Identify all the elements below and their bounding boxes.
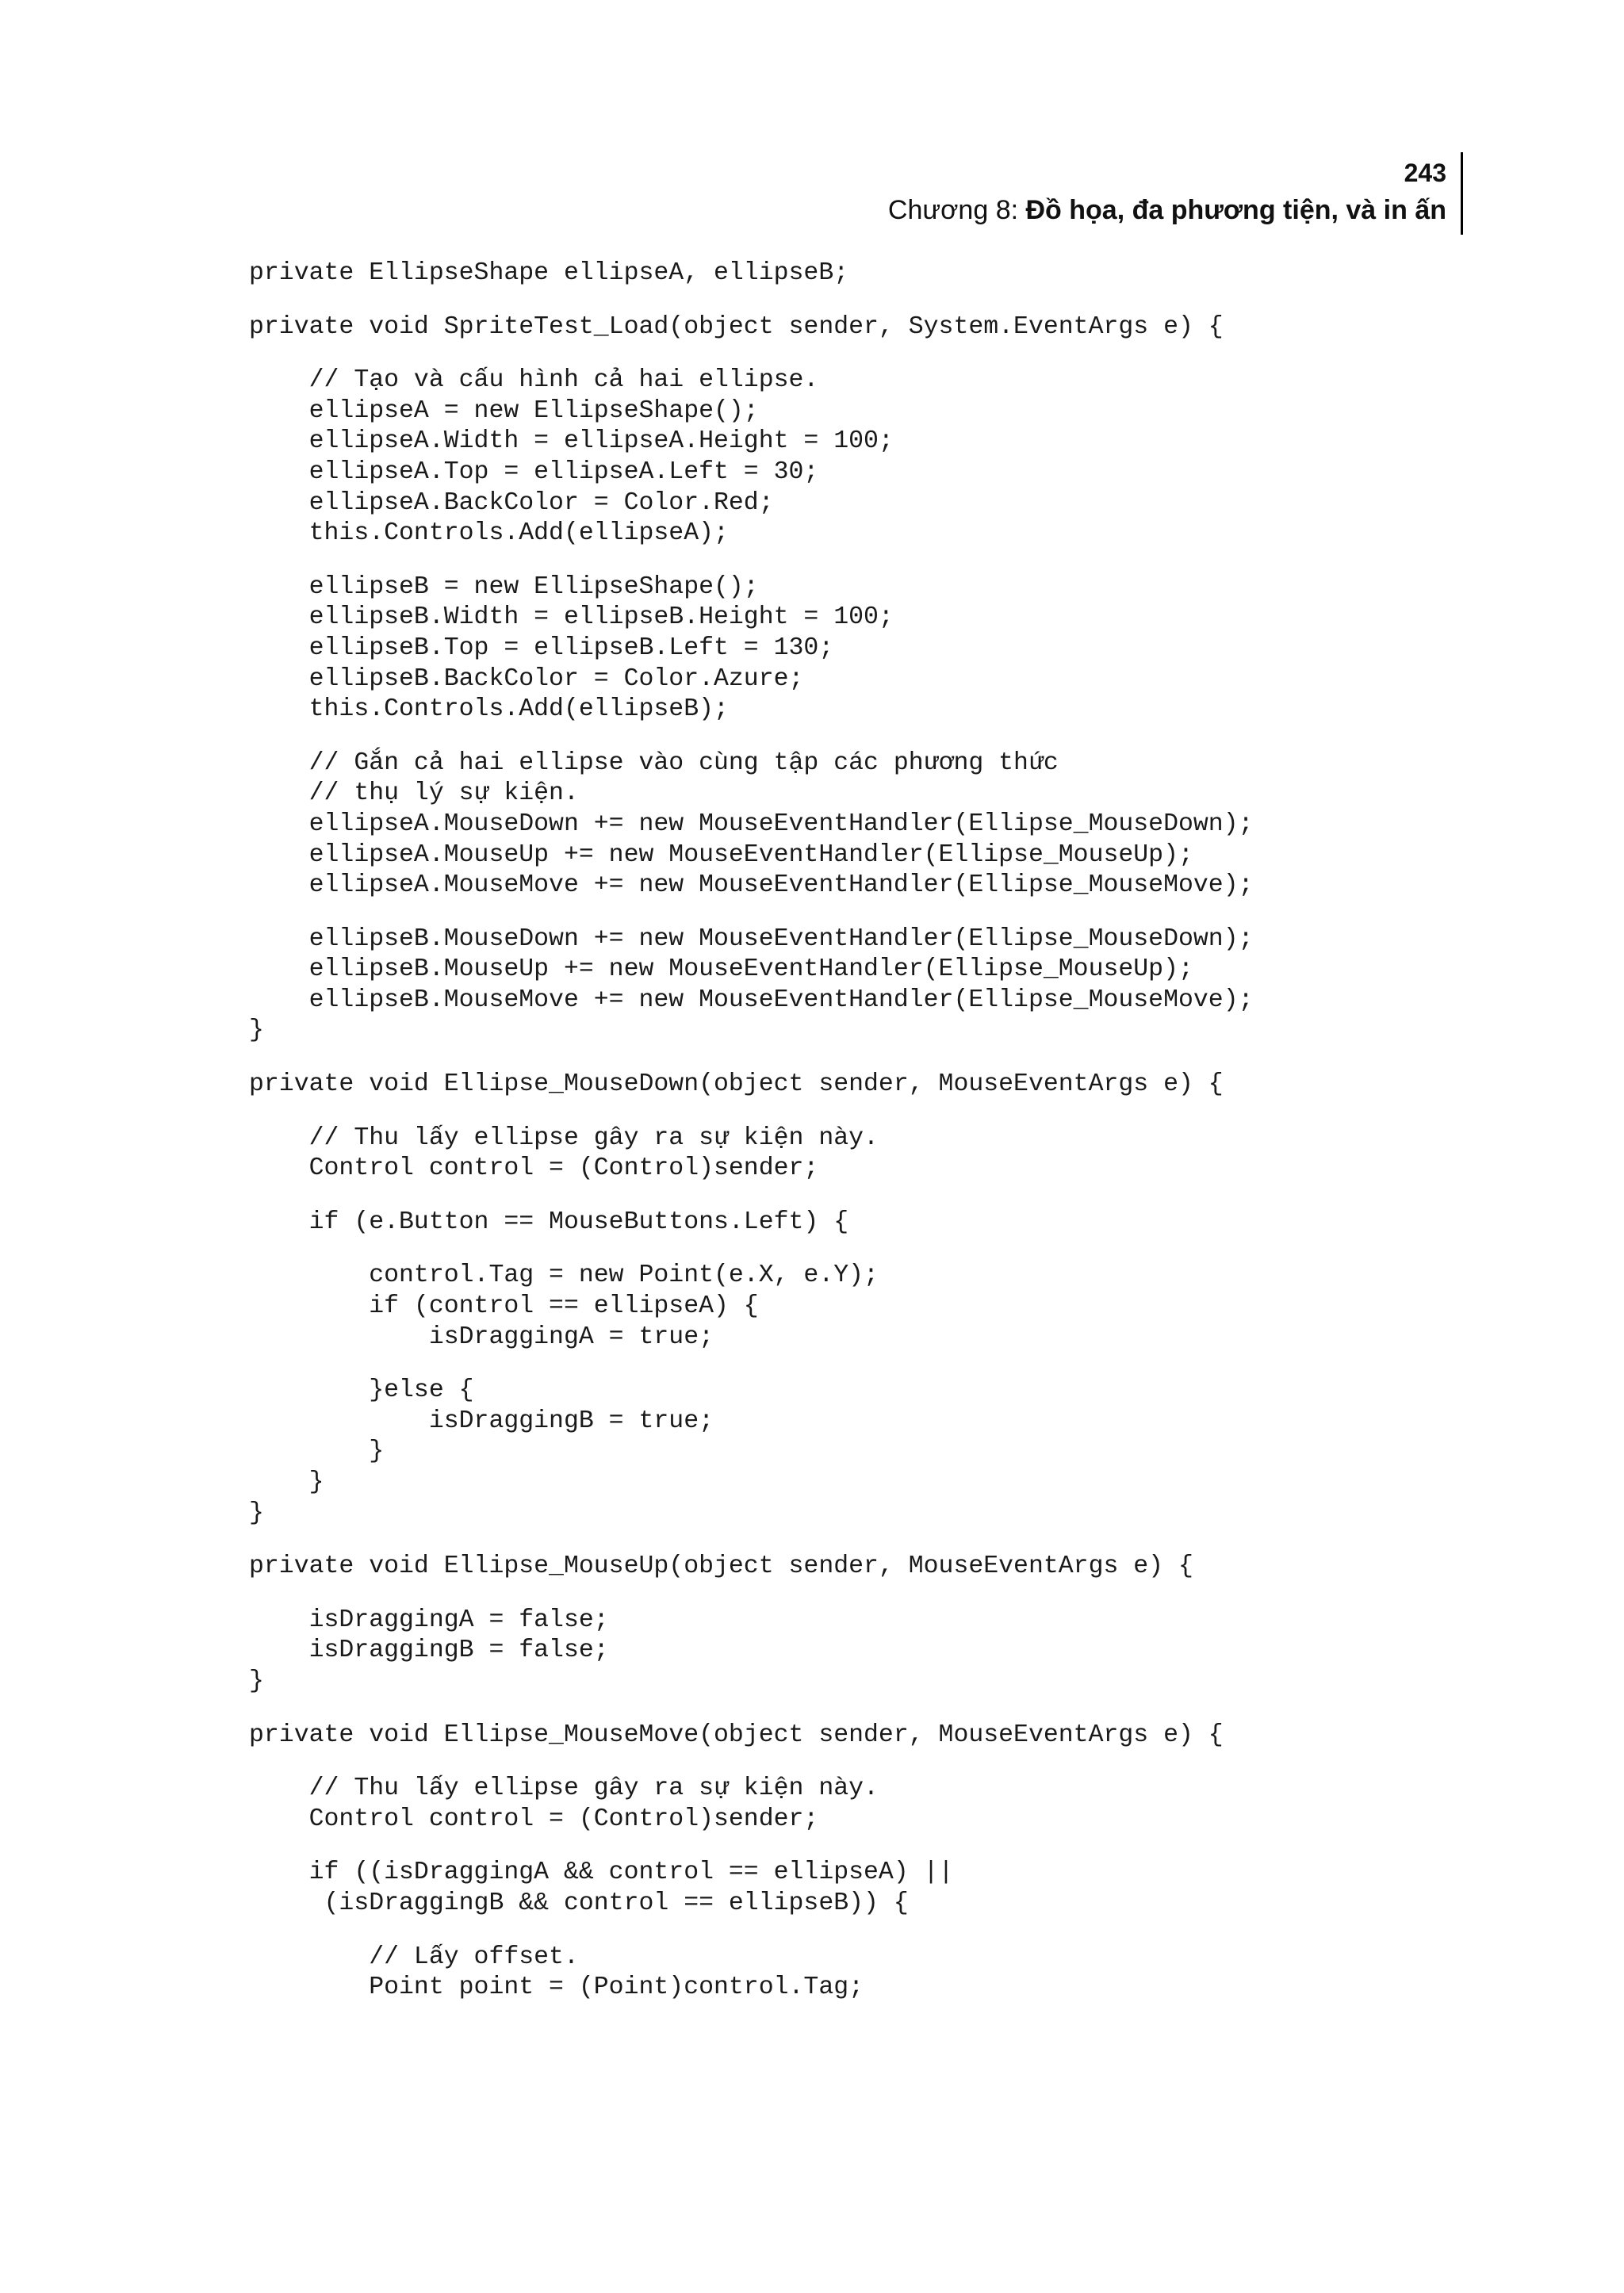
code-line: ellipseB.MouseMove += new MouseEventHandler(Ellipse_MouseMove);: [249, 986, 1254, 1014]
code-line: [249, 1835, 1254, 1858]
code-line: Control control = (Control)sender;: [249, 1154, 819, 1183]
code-line: [249, 343, 1254, 366]
code-line: // Lấy offset.: [249, 1943, 579, 1971]
code-line: ellipseB.MouseDown += new MouseEventHandler(Ellipse_MouseDown);: [249, 924, 1254, 953]
code-line: isDraggingA = false;: [249, 1606, 609, 1634]
code-line: if (control == ellipseA) {: [249, 1292, 759, 1321]
code-line: ellipseA = new EllipseShape();: [249, 396, 759, 425]
code-line: isDraggingA = true;: [249, 1323, 714, 1351]
code-line: // thụ lý sự kiện.: [249, 779, 579, 808]
code-line: Point point = (Point)control.Tag;: [249, 1973, 864, 2002]
chapter-prefix: Chương 8:: [887, 195, 1026, 225]
code-line: // Gắn cả hai ellipse vào cùng tập các phương thức: [249, 748, 1059, 777]
code-line: ellipseA.MouseDown += new MouseEventHandler(Ellipse_MouseDown);: [249, 810, 1254, 838]
code-line: ellipseA.Width = ellipseA.Height = 100;: [249, 427, 894, 456]
chapter-title: Đồ họa, đa phương tiện, và in ấn: [1025, 195, 1446, 225]
code-line: this.Controls.Add(ellipseB);: [249, 695, 729, 724]
code-line: }: [249, 1437, 385, 1466]
header-rule: [1461, 152, 1463, 235]
code-line: }else {: [249, 1376, 474, 1405]
code-line: ellipseA.MouseUp += new MouseEventHandler(Ellipse_MouseUp);: [249, 840, 1193, 869]
code-line: private void Ellipse_MouseUp(object sender, MouseEventArgs e) {: [249, 1552, 1193, 1581]
code-line: private void SpriteTest_Load(object sender, System.EventArgs e) {: [249, 312, 1224, 341]
code-line: }: [249, 1499, 264, 1527]
code-line: [249, 289, 1254, 312]
code-line: ellipseB.BackColor = Color.Azure;: [249, 664, 804, 693]
code-line: if (e.Button == MouseButtons.Left) {: [249, 1208, 849, 1236]
code-line: [249, 725, 1254, 748]
code-line: ellipseB.Width = ellipseB.Height = 100;: [249, 603, 894, 632]
code-line: ellipseB = new EllipseShape();: [249, 572, 759, 601]
code-line: ellipseA.MouseMove += new MouseEventHandler(Ellipse_MouseMove);: [249, 871, 1254, 900]
code-line: // Tạo và cấu hình cả hai ellipse.: [249, 366, 819, 395]
code-line: this.Controls.Add(ellipseA);: [249, 519, 729, 548]
code-line: [249, 1583, 1254, 1606]
code-line: ellipseA.BackColor = Color.Red;: [249, 488, 774, 517]
code-line: ellipseB.Top = ellipseB.Left = 130;: [249, 634, 834, 662]
code-line: }: [249, 1016, 264, 1045]
code-line: [249, 1047, 1254, 1070]
code-line: [249, 1353, 1254, 1376]
code-line: [249, 1920, 1254, 1943]
code-line: [249, 1185, 1254, 1208]
code-line: isDraggingB = true;: [249, 1407, 714, 1435]
code-line: private void Ellipse_MouseMove(object sender, MouseEventArgs e) {: [249, 1721, 1224, 1749]
code-line: // Thu lấy ellipse gây ra sự kiện này.: [249, 1124, 879, 1152]
code-line: // Thu lấy ellipse gây ra sự kiện này.: [249, 1774, 879, 1803]
code-line: }: [249, 1468, 324, 1496]
code-line: [249, 549, 1254, 572]
code-line: if ((isDraggingA && control == ellipseA) ||: [249, 1859, 954, 1887]
page-number: 243: [1404, 159, 1446, 187]
code-line: [249, 1751, 1254, 1774]
code-line: }: [249, 1667, 264, 1695]
code-line: private void Ellipse_MouseDown(object sender, MouseEventArgs e) {: [249, 1070, 1224, 1099]
code-line: ellipseA.Top = ellipseA.Left = 30;: [249, 457, 819, 486]
code-line: [249, 1238, 1254, 1261]
code-line: private EllipseShape ellipseA, ellipseB;: [249, 259, 849, 287]
code-line: ellipseB.MouseUp += new MouseEventHandler(Ellipse_MouseUp);: [249, 955, 1193, 984]
code-line: isDraggingB = false;: [249, 1636, 609, 1665]
code-line: [249, 1529, 1254, 1552]
code-line: Control control = (Control)sender;: [249, 1805, 819, 1833]
code-line: [249, 1698, 1254, 1721]
code-listing: [249, 258, 1254, 2004]
code-line: [249, 1101, 1254, 1124]
code-line: [249, 902, 1254, 924]
running-header: [888, 155, 1446, 230]
code-line: control.Tag = new Point(e.X, e.Y);: [249, 1261, 879, 1290]
code-line: (isDraggingB && control == ellipseB)) {: [249, 1889, 909, 1917]
chapter-heading: [888, 190, 1446, 230]
